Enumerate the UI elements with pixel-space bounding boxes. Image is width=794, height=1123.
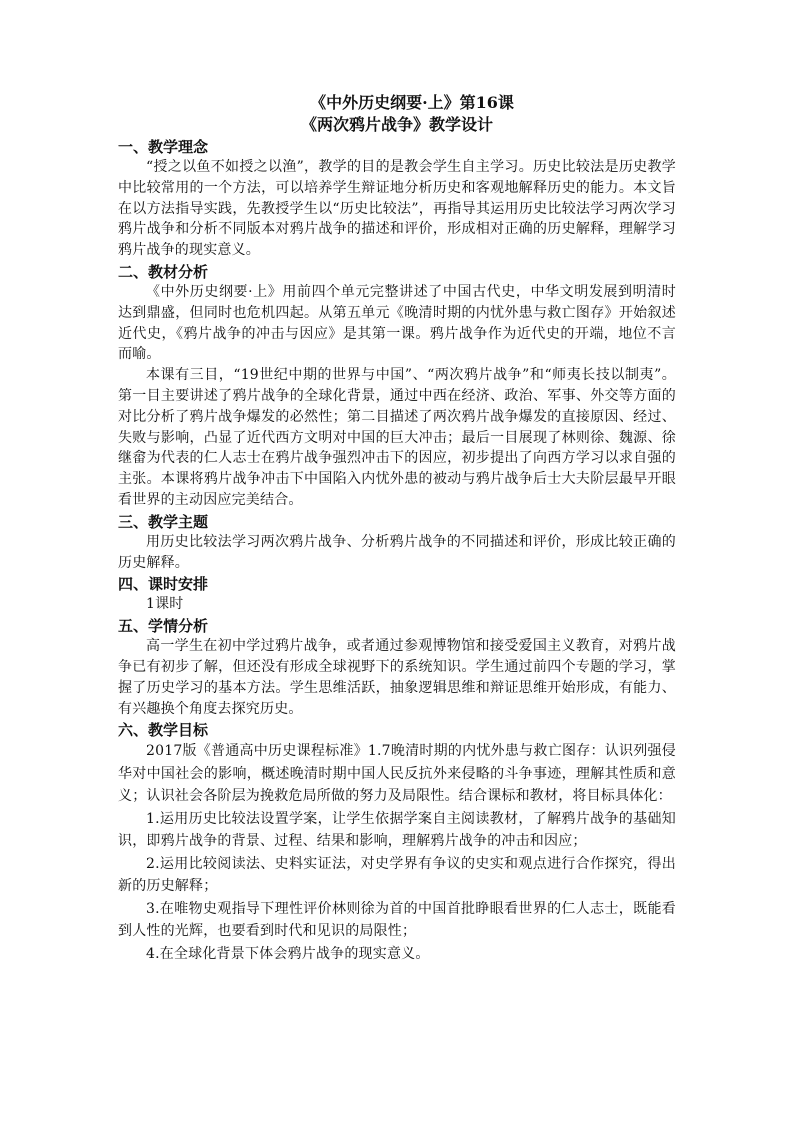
objective-item: 4.在全球化背景下体会鸦片战争的现实意义。 bbox=[146, 945, 430, 962]
section-paragraph: 本课有三目，“19世纪中期的世界与中国”、“两次鸦片战争”和“师夷长技以制夷”。第一目主要讲述了鸦片战争的全球化背景，通过中西在经济、政治、军事、外交等方面的对比分析了鸦片战争爆发的必然性；第二目描述了两次鸦片战争爆发的直接原因、经过、失败与影响，凸显了近代西方文明对中国的巨大冲击；最后一目展现了林则徐、魏源、徐继畲为代表的仁人志士在鸦片战争强烈冲击下的因应，初步提出了向西方学习以求自强的主张。本课将鸦片战争冲击下中国陷入内忧外患的被动与鸦片战争后士大夫阶层最早开眼看世界的主动因应完美结合。 bbox=[118, 367, 676, 508]
objective-item: 2.运用比较阅读法、史料实证法，对史学界有争议的史实和观点进行合作探究，得出新的历史解释； bbox=[118, 855, 676, 895]
section-heading: 二、教材分析 bbox=[118, 262, 209, 281]
objective-item: 1.运用历史比较法设置学案，让学生依据学案自主阅读教材，了解鸦片战争的基础知识，即鸦片战争的背景、过程、结果和影响，理解鸦片战争的冲击和因应； bbox=[118, 810, 676, 850]
section-paragraph: 《中外历史纲要·上》用前四个单元完整讲述了中国古代史，中华文明发展到明清时达到鼎盛，但同时也危机四起。从第五单元《晚清时期的内忧外患与救亡图存》开始叙述近代史，《鸦片战争的冲击与因应》是其第一课。鸦片战争作为近代史的开端，地位不言而喻。 bbox=[118, 283, 676, 363]
section-heading: 三、教学主题 bbox=[118, 512, 209, 531]
section-paragraph: 2017版《普通高中历史课程标准》1.7晚清时期的内忧外患与救亡图存：认识列强侵华对中国社会的影响，概述晚清时期中国人民反抗外来侵略的斗争事迹，理解其性质和意义；认识社会各阶层为挽救危局所做的努力及局限性。结合课标和教材，将目标具体化： bbox=[118, 743, 676, 805]
section-learner-analysis bbox=[118, 616, 676, 719]
section-heading: 一、教学理念 bbox=[118, 138, 209, 156]
doc-title-line1: 《中外历史纲要·上》第16课 bbox=[310, 93, 514, 112]
section-textbook-analysis bbox=[118, 262, 676, 511]
section-heading: 四、课时安排 bbox=[118, 575, 209, 594]
section-heading: 五、学情分析 bbox=[118, 617, 209, 636]
section-paragraph: “授之以鱼不如授之以渔”，教学的目的是教会学生自主学习。历史比较法是历史教学中比较常用的一个方法，可以培养学生辩证地分析历史和客观地解释历史的能力。本文旨在以方法指导实践，先教授学生以“历史比较法”，再指导其运用历史比较法学习两次学习鸦片战争和分析不同版本对鸦片战争的描述和评价，形成相对正确的历史解释，理解学习鸦片战争的现实意义。 bbox=[118, 159, 676, 259]
section-paragraph: 高一学生在初中学过鸦片战争，或者通过参观博物馆和接受爱国主义教育，对鸦片战争已有初步了解，但还没有形成全球视野下的系统知识。学生通过前四个专题的学习，掌握了历史学习的基本方法。学生思维活跃，抽象逻辑思维和辩证思维开始形成，有能力、有兴趣换个角度去探究历史。 bbox=[118, 638, 676, 717]
section-teaching-objectives bbox=[118, 720, 676, 965]
section-heading: 六、教学目标 bbox=[118, 721, 209, 740]
section-teaching-philosophy bbox=[118, 137, 676, 261]
doc-title-line2: 《两次鸦片战争》教学设计 bbox=[300, 115, 493, 134]
section-paragraph: 1课时 bbox=[146, 596, 184, 613]
objective-item: 3.在唯物史观指导下理性评价林则徐为首的中国首批睁眼看世界的仁人志士，既能看到人性的光辉，也要看到时代和见识的局限性； bbox=[118, 900, 676, 940]
section-teaching-theme bbox=[118, 512, 676, 574]
section-paragraph: 用历史比较法学习两次鸦片战争、分析鸦片战争的不同描述和评价，形成比较正确的历史解释。 bbox=[118, 533, 676, 571]
section-class-hours bbox=[118, 574, 676, 615]
